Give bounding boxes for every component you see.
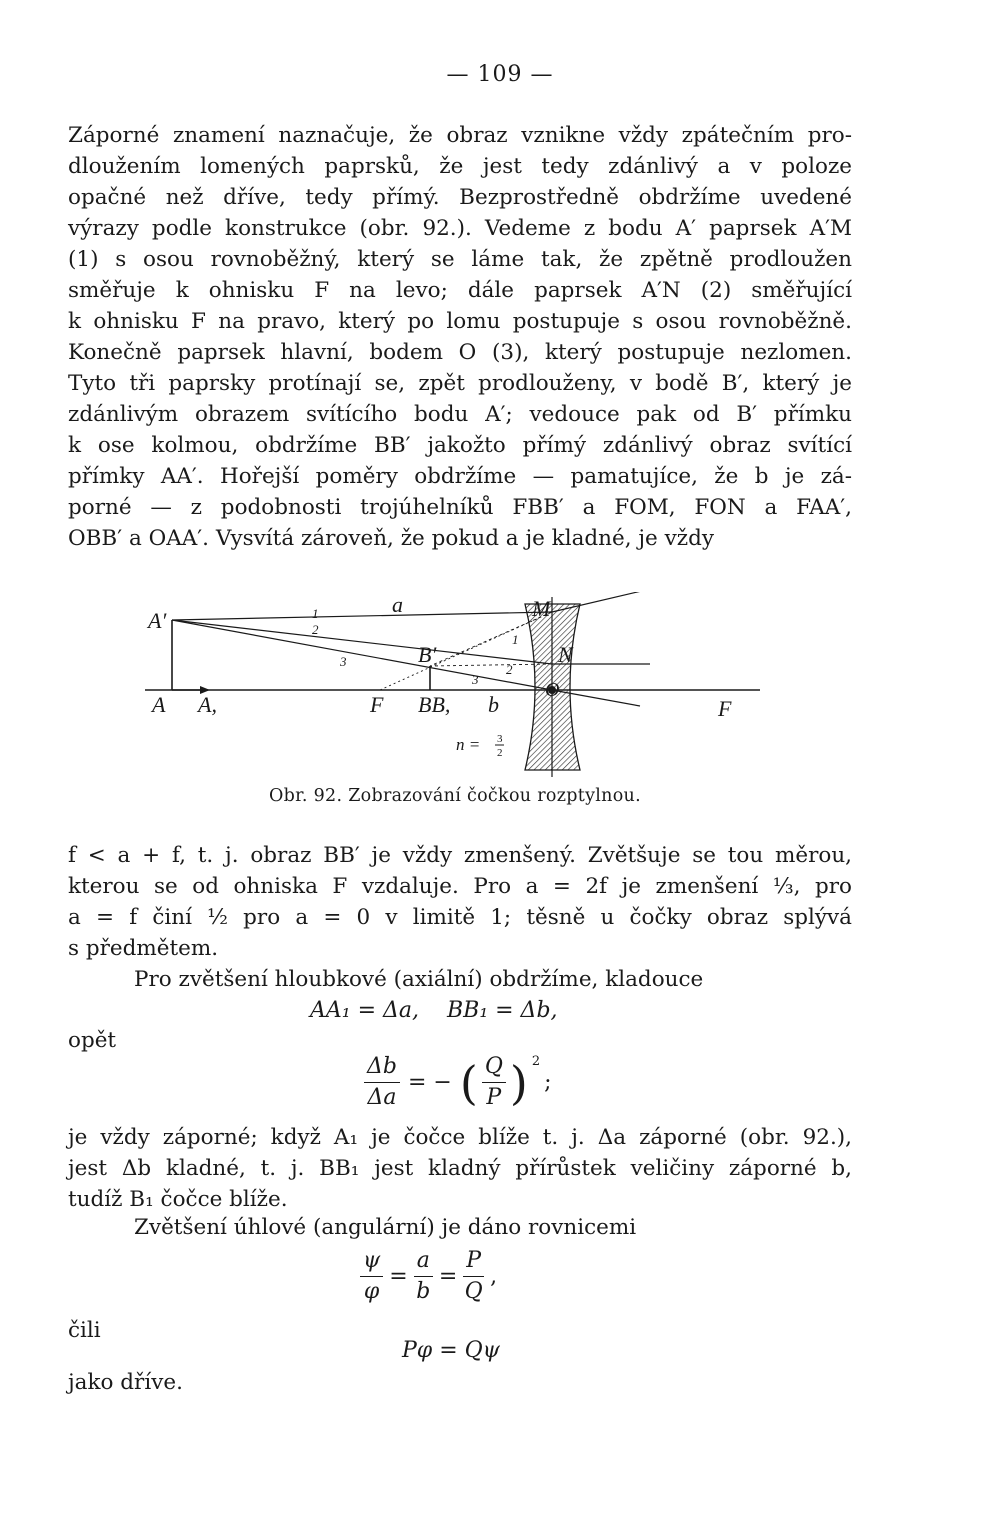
eq3-num-2: a — [414, 1246, 433, 1277]
label-b: b — [488, 692, 499, 717]
label-n-den: 2 — [497, 747, 503, 759]
paragraph-3 — [68, 964, 852, 995]
focus-line — [380, 612, 552, 690]
page-number: — 109 — — [446, 62, 554, 87]
label-bb1: BB, — [418, 692, 451, 717]
eq2-rhs: = − — [407, 1070, 452, 1095]
equation-4: Pφ = Qψ — [402, 1338, 500, 1363]
eq2-den: Δa — [367, 1085, 397, 1110]
paragraph-1-line: opačné než dříve, tedy přímý. Bezprostředně obdržíme uvedené — [68, 185, 852, 210]
eq2-exp: 2 — [531, 1054, 541, 1069]
paragraph-5 — [68, 1212, 852, 1243]
figure-caption: Obr. 92. Zobrazování čočkou rozptylnou. — [268, 786, 641, 806]
paragraph-1-line: výrazy podle konstrukce (obr. 92.). Vedeme z bodu A′ paprsek A′M — [68, 216, 852, 241]
paragraph-4-line: je vždy záporné; když A₁ je čočce blíže t. j. Δa záporné (obr. 92.), — [68, 1125, 852, 1150]
paragraph-3-line: Pro zvětšení hloubkové (axiální) obdržíme, kladouce — [134, 967, 704, 992]
eq2-num: Δb — [364, 1052, 400, 1083]
eq3-den-3: Q — [464, 1279, 483, 1304]
paragraph-4-line: tudíž B₁ čočce blíže. — [68, 1187, 288, 1212]
label-n-num: 3 — [497, 733, 503, 745]
label-ray-1-b: 1 — [512, 632, 519, 647]
paragraph-2-line: f < a + f, t. j. obraz BB′ je vždy zmenšený. Zvětšuje se tou měrou, — [68, 843, 852, 868]
equation-1: AA₁ = Δa, BB₁ = Δb, — [310, 998, 558, 1023]
paragraph-1-line: přímky AA′. Hořejší poměry obdržíme — pamatujíce, že b je zá- — [68, 464, 852, 489]
paragraph-2-line: s předmětem. — [68, 936, 219, 961]
paragraph-2-line: a = f činí ½ pro a = 0 v limitě 1; těsně u čočky obraz splývá — [68, 905, 852, 930]
paragraph-4 — [68, 1122, 852, 1215]
eq2-inner-den: P — [486, 1085, 502, 1110]
paragraph-1-line: Záporné znamení naznačuje, že obraz vznikne vždy zpátečním pro- — [68, 123, 852, 148]
equation-2: $\frac{\Delta b}{\Delta a}$ = − ( $\frac{Q}{P}$ ) 2 ; — [364, 1052, 552, 1113]
paragraph-1-line: dloužením lomených paprsků, že jest tedy zdánlivý a v poloze — [68, 154, 852, 179]
ray-2 — [172, 620, 552, 664]
paragraph-1-line: zdánlivým obrazem svítícího bodu A′; vedouce pak od B′ přímku — [68, 402, 852, 427]
paragraph-1-line: (1) s osou rovnoběžný, který se láme tak, že zpětně prodloužen — [68, 247, 852, 272]
label-ray-3: 3 — [340, 654, 347, 669]
label-n-index: n = — [456, 735, 481, 754]
label-a1: A, — [198, 692, 217, 717]
label-f-left: F — [370, 692, 384, 717]
label-ray-1: 1 — [312, 606, 319, 621]
label-f-right: F — [718, 696, 732, 721]
eq3-den-1: φ — [363, 1279, 380, 1304]
figure-92-diagram — [140, 592, 770, 782]
label-b-prime: B′ — [418, 642, 437, 667]
equation-3: $\frac{\psi}{\varphi}$ = $\frac{a}{b}$ = $\frac{P}{Q}$ , — [360, 1246, 497, 1307]
label-ray-3-b: 3 — [472, 672, 479, 687]
label-distance-a: a — [392, 592, 403, 617]
paragraph-1-line: směřuje k ohnisku F na levo; dále paprsek A′N (2) směřující — [68, 278, 852, 303]
eq3-tail: , — [490, 1264, 498, 1289]
eq2-inner-num: Q — [482, 1052, 506, 1083]
ray-1 — [172, 612, 552, 620]
paragraph-1-line: Tyto tři paprsky protínají se, zpět prodlouženy, v bodě B′, který je — [68, 371, 852, 396]
paragraph-5-line: Zvětšení úhlové (angulární) je dáno rovnicemi — [134, 1215, 637, 1240]
label-ray-2-b: 2 — [506, 662, 513, 677]
label-a-prime: A′ — [148, 608, 167, 633]
paragraph-1-line: porné — z podobnosti trojúhelníků FBB′ a FOM, FON a FAA′, — [68, 495, 852, 520]
paragraph-2 — [68, 840, 852, 964]
label-m: M — [532, 596, 551, 621]
label-o: O — [545, 679, 560, 701]
eq3-den-2: b — [416, 1279, 431, 1304]
paragraph-4-line: jest Δb kladné, t. j. BB₁ jest kladný přírůstek veličiny záporné b, — [68, 1156, 852, 1181]
word-jako-drive: jako dříve. — [68, 1370, 183, 1395]
label-n: N — [558, 642, 573, 667]
paragraph-1-line: k ohnisku F na pravo, který po lomu postupuje s osou rovnoběžně. — [68, 309, 852, 334]
ray-3 — [172, 620, 552, 690]
paragraph-1 — [68, 120, 852, 554]
paragraph-1-line: k ose kolmou, obdržíme BB′ jakožto přímý zdánlivý obraz svítící — [68, 433, 852, 458]
word-opet: opět — [68, 1028, 117, 1053]
label-a: A — [152, 692, 166, 717]
word-cili: čili — [68, 1318, 101, 1343]
label-ray-2: 2 — [312, 622, 319, 637]
paragraph-1-line: OBB′ a OAA′. Vysvítá zároveň, že pokud a je kladné, je vždy — [68, 526, 714, 551]
eq3-num-1: ψ — [360, 1246, 383, 1277]
eq2-tail: ; — [544, 1070, 552, 1095]
eq3-num-3: P — [463, 1246, 484, 1277]
paragraph-1-line: Konečně paprsek hlavní, bodem O (3), který postupuje nezlomen. — [68, 340, 852, 365]
paragraph-2-line: kterou se od ohniska F vzdaluje. Pro a = 2f je zmenšení ⅓, pro — [68, 874, 852, 899]
